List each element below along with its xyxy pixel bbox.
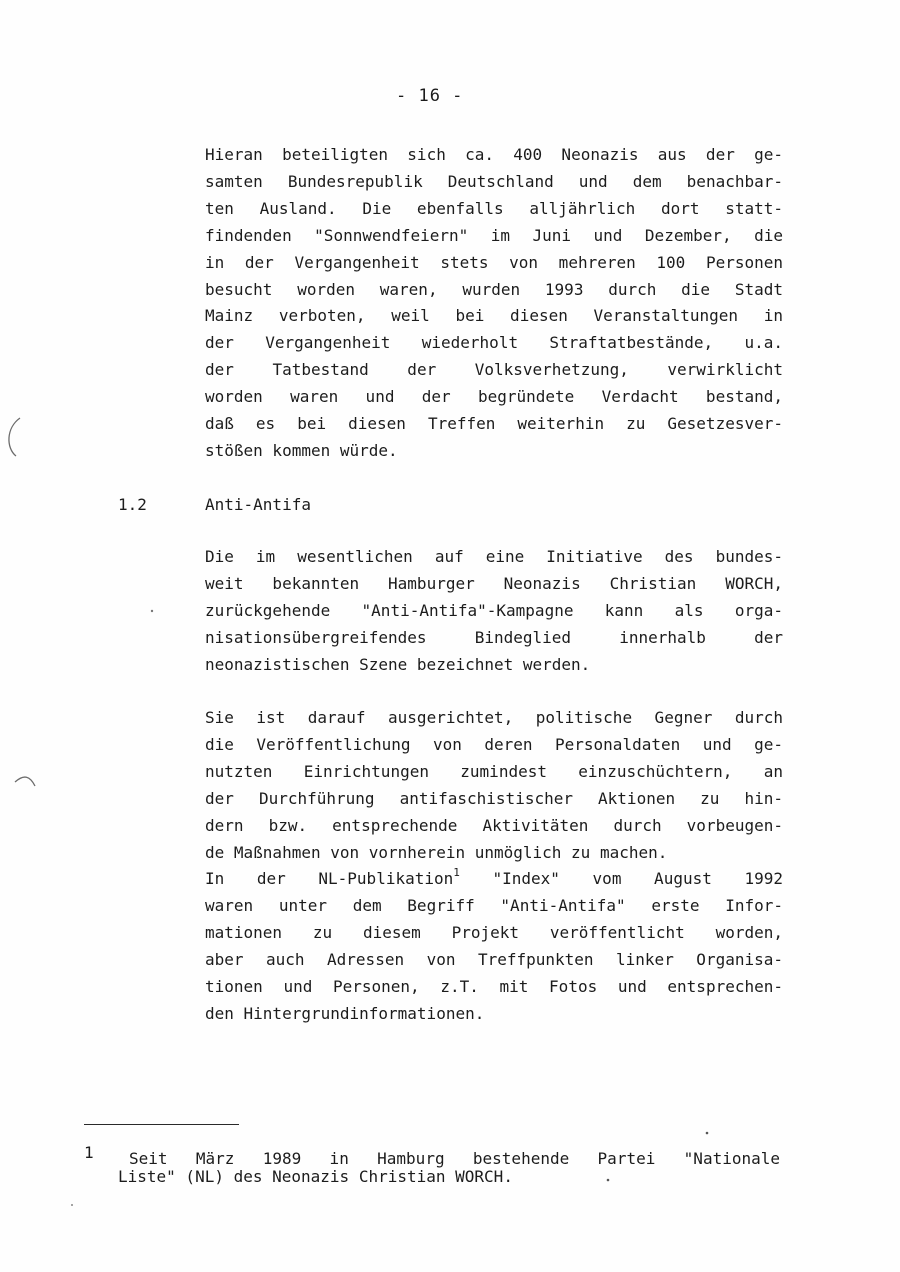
punch-hole-mark [9, 418, 20, 456]
text-line: besucht worden waren, wurden 1993 durch die Stadt [205, 279, 783, 299]
text-line: Die im wesentlichen auf eine Initiative des bundes- [205, 547, 783, 566]
text-line: aber auch Adressen von Treffpunkten linker Organisa- [205, 950, 783, 970]
text-line: Sie ist darauf ausgerichtet, politische Gegner durch [205, 708, 783, 727]
paragraph-anti-antifa-goals [205, 705, 783, 1028]
text-line: Hieran beteiligten sich ca. 400 Neonazis aus der ge- [205, 145, 783, 164]
speck [151, 610, 153, 612]
text-line: nutzten Einrichtungen zumindest einzuschüchtern, an [205, 761, 783, 781]
text-line: daß es bei diesen Treffen weiterhin zu Gesetzesver- [205, 414, 783, 434]
intro-paragraph [205, 142, 783, 465]
text-line: ten Ausland. Die ebenfalls alljährlich dort statt- [205, 198, 783, 218]
text-line: zurückgehende "Anti-Antifa"-Kampagne kann als orga- [205, 600, 783, 620]
text-line: weit bekannten Hamburger Neonazis Christian WORCH, [205, 573, 783, 593]
text-line: worden waren und der begründete Verdacht bestand, [205, 387, 783, 407]
footnote-reference[interactable]: 1 [453, 866, 460, 880]
text-line: dern bzw. entsprechende Aktivitäten durch vorbeugen- [205, 815, 783, 835]
paragraph-anti-antifa-intro [205, 544, 783, 679]
text-line: samten Bundesrepublik Deutschland und dem benachbar- [205, 171, 783, 191]
text-line: findenden "Sonnwendfeiern" im Juni und Dezember, die [205, 225, 783, 245]
text-line-with-footnote-ref [205, 866, 783, 893]
speck [71, 1204, 73, 1206]
footnote-number: 1 [84, 1143, 94, 1162]
text-line: mationen zu diesem Projekt veröffentlicht worden, [205, 923, 783, 943]
footnote-separator [84, 1124, 239, 1125]
footnote-line: Seit März 1989 in Hamburg bestehende Partei "Nationale [129, 1149, 780, 1168]
text-line: Mainz verboten, weil bei diesen Veranstaltungen in [205, 306, 783, 326]
text-segment: In der NL-Publikation [205, 869, 454, 889]
text-line: der Tatbestand der Volksverhetzung, verwirklicht [205, 360, 783, 380]
text-line: waren unter dem Begriff "Anti-Antifa" erste Infor- [205, 896, 783, 916]
text-line: nisationsübergreifendes Bindeglied innerhalb der [205, 627, 783, 647]
footnote-text [118, 1149, 780, 1186]
text-line: der Durchführung antifaschistischer Aktionen zu hin- [205, 788, 783, 808]
text-line: de Maßnahmen von vornherein unmöglich zu machen. [205, 842, 668, 862]
text-line: die Veröffentlichung von deren Personaldaten und ge- [205, 734, 783, 754]
text-line: neonazistischen Szene bezeichnet werden. [205, 654, 591, 674]
text-line: stößen kommen würde. [205, 440, 398, 460]
section-number: 1.2 [118, 495, 147, 514]
text-line: den Hintergrundinformationen. [205, 1003, 485, 1023]
text-segment: "Index" vom August 1992 [459, 869, 784, 889]
section-title: Anti-Antifa [205, 495, 311, 514]
footnote-line: Liste" (NL) des Neonazis Christian WORCH. [118, 1167, 513, 1186]
text-line: der Vergangenheit wiederholt Straftatbestände, u.a. [205, 333, 783, 353]
punch-hole-mark [15, 777, 35, 786]
speck [706, 1132, 709, 1135]
text-line: in der Vergangenheit stets von mehreren 100 Personen [205, 252, 783, 272]
page-number: - 16 - [396, 86, 464, 106]
text-line: tionen und Personen, z.T. mit Fotos und entsprechen- [205, 977, 783, 997]
